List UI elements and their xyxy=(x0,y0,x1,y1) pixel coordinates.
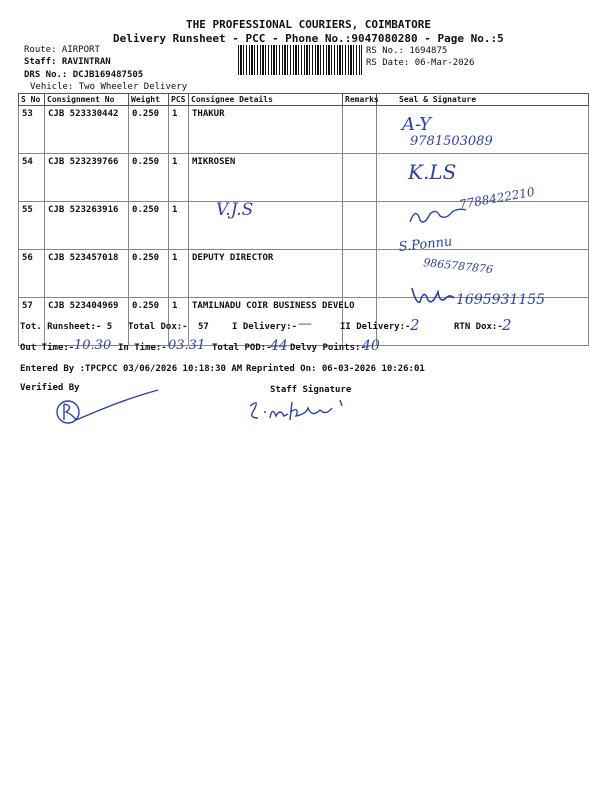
delvy-points-label: Delvy Points:- xyxy=(290,343,366,353)
sno-cell: 57 xyxy=(19,298,45,346)
drs-number: DRS No.: DCJB169487505 xyxy=(24,70,144,80)
reprinted-on: Reprinted On: 06-03-2026 10:26:01 xyxy=(246,364,425,374)
consignee-cell: THAKUR xyxy=(189,106,343,154)
staff-signature-label: Staff Signature xyxy=(270,385,352,395)
row53-initials: A-Y xyxy=(402,114,431,135)
pcs-cell: 1 xyxy=(169,106,189,154)
table-row xyxy=(19,250,589,298)
consignment-cell: CJB 523457018 xyxy=(45,250,129,298)
total-dox-value: 57 xyxy=(198,322,209,332)
rtn-dox-value: 2 xyxy=(502,316,512,334)
company-title: THE PROFESSIONAL COURIERS, COIMBATORE xyxy=(186,18,432,31)
vehicle-label: Vehicle: Two Wheeler Delivery xyxy=(30,82,188,92)
row55-phone: 7788422210 xyxy=(458,184,536,212)
sno-cell: 55 xyxy=(19,202,45,250)
consignment-cell: CJB 523239766 xyxy=(45,154,129,202)
pcs-cell: 1 xyxy=(169,202,189,250)
weight-cell: 0.250 xyxy=(129,106,169,154)
tot-runsheet: Tot. Runsheet:- 5 xyxy=(20,322,113,332)
consignment-cell: CJB 523330442 xyxy=(45,106,129,154)
remarks-cell xyxy=(343,154,377,202)
entered-by: Entered By :TPCPCC 03/06/2026 10:18:30 AM xyxy=(20,364,243,374)
out-time-label: Out Time:- xyxy=(20,343,75,353)
weight-cell: 0.250 xyxy=(129,154,169,202)
row55-consignee-mark: V.J.S xyxy=(216,200,254,220)
consignee-cell xyxy=(189,202,343,250)
i-delivery-value: — xyxy=(298,316,312,332)
col-sno: S No xyxy=(19,94,45,106)
total-pod-value: 44 xyxy=(270,338,288,354)
pcs-cell: 1 xyxy=(169,298,189,346)
remarks-cell xyxy=(343,202,377,250)
col-consignee: Consignee Details xyxy=(189,94,343,106)
total-pod-label: Total POD:- xyxy=(212,343,272,353)
ii-delivery-value: 2 xyxy=(410,316,420,334)
consignment-cell: CJB 523404969 xyxy=(45,298,129,346)
pcs-cell: 1 xyxy=(169,250,189,298)
consignee-cell: MIKROSEN xyxy=(189,154,343,202)
weight-cell: 0.250 xyxy=(129,202,169,250)
in-time-value: 03.31 xyxy=(168,338,206,353)
total-dox-label: Total Dox:- xyxy=(128,322,188,332)
weight-cell: 0.250 xyxy=(129,250,169,298)
col-pcs: PCS xyxy=(169,94,189,106)
row57-signature-scrawl xyxy=(410,284,456,308)
row57-number: 1695931155 xyxy=(456,292,546,308)
consignee-cell: DEPUTY DIRECTOR xyxy=(189,250,343,298)
runsheet-subtitle: Delivery Runsheet - PCC - Phone No.:9047080280 - Page No.:5 xyxy=(113,32,504,45)
staff-signature-scrawl xyxy=(246,396,350,426)
remarks-cell xyxy=(343,250,377,298)
route-label: Route: AIRPORT xyxy=(24,45,100,55)
sno-cell: 56 xyxy=(19,250,45,298)
rtn-dox-label: RTN Dox:- xyxy=(454,322,503,332)
row56-phone: 9865787876 xyxy=(422,256,494,277)
staff-label: Staff: RAVINTRAN xyxy=(24,57,111,67)
row54-signature: K.LS xyxy=(408,160,457,184)
in-time-label: In Time:- xyxy=(118,343,167,353)
verified-by-label: Verified By xyxy=(20,383,80,393)
rs-number: RS No.: 1694875 xyxy=(366,46,448,56)
runsheet-table xyxy=(18,93,589,346)
consignee-cell: TAMILNADU COIR BUSINESS DEVELO xyxy=(189,298,343,346)
table-header-row xyxy=(19,94,589,106)
sno-cell: 54 xyxy=(19,154,45,202)
table-row xyxy=(19,202,589,250)
delvy-points-value: 40 xyxy=(362,338,380,354)
consignment-cell: CJB 523263916 xyxy=(45,202,129,250)
out-time-value: 10.30 xyxy=(74,338,112,353)
col-weight: Weight xyxy=(129,94,169,106)
rs-date: RS Date: 06-Mar-2026 xyxy=(366,58,475,68)
barcode-image xyxy=(238,45,362,75)
sno-cell: 53 xyxy=(19,106,45,154)
col-remarks: Remarks xyxy=(343,94,377,106)
pcs-cell: 1 xyxy=(169,154,189,202)
verifier-signature xyxy=(50,388,160,428)
row53-phone: 9781503089 xyxy=(410,134,493,149)
row56-name: S.Ponnu xyxy=(398,234,454,255)
col-signature: Seal & Signature xyxy=(377,94,589,106)
table-row xyxy=(19,106,589,154)
i-delivery-label: I Delivery:- xyxy=(232,322,298,332)
remarks-cell xyxy=(343,106,377,154)
col-consignment: Consignment No xyxy=(45,94,129,106)
weight-cell: 0.250 xyxy=(129,298,169,346)
ii-delivery-label: II Delivery:- xyxy=(340,322,411,332)
